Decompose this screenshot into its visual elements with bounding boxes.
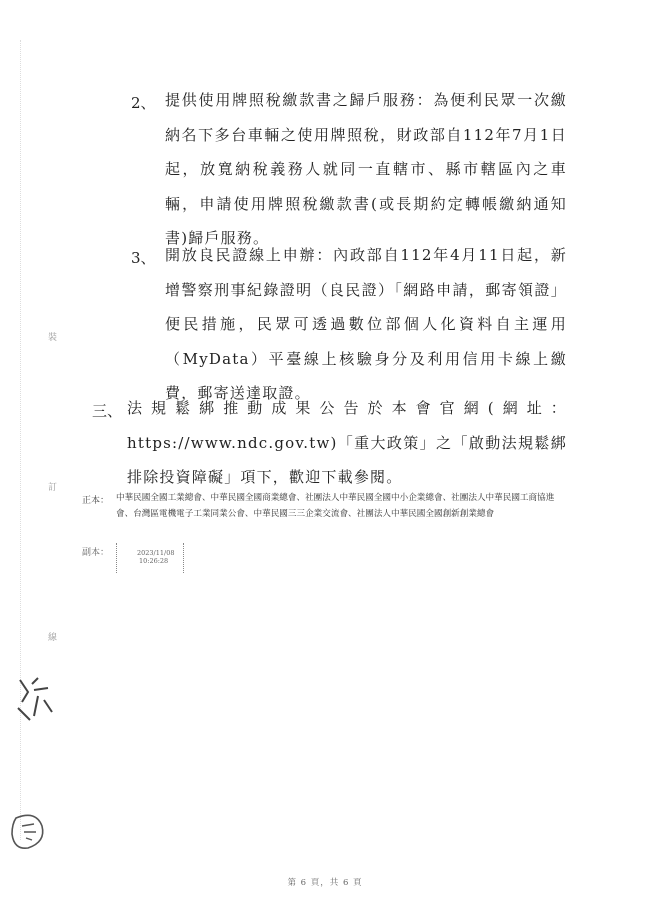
item-3-text: 開放良民證線上申辦：內政部自112年4月11日起，新增警察刑事紀錄證明（良民證）「網路申請，郵寄領證」便民措施，民眾可透過數位部個人化資料自主運用（MyData）平臺線上核驗身分及利用信用卡線上繳費，郵寄送達取證。	[165, 246, 567, 402]
section-3-number: 三、	[92, 402, 123, 420]
section-3-text: 法規鬆綁推動成果公告於本會官網(網址：https://www.ndc.gov.tw)「重大政策」之「啟動法規鬆綁排除投資障礙」項下，歡迎下載參閱。	[127, 399, 567, 486]
copy-label: 副本：	[82, 548, 110, 558]
item-2-number: 2、	[131, 94, 156, 112]
margin-mark-3: 線	[48, 633, 58, 643]
distribution-text: 中華民國全國工業總會、中華民國全國商業總會、社團法人中華民國全國中小企業總會、社團法人中華民國工商協進會、台灣區電機電子工業同業公會、中華民國三三企業交流會、社團法人中華民國全國創新創業總會	[116, 493, 555, 519]
distribution-label: 正本：	[82, 496, 110, 506]
margin-stamp-mark	[8, 672, 58, 728]
margin-mark-2: 訂	[48, 483, 58, 493]
receipt-stamp	[116, 543, 184, 573]
page-footer: 第 6 頁，共 6 頁	[287, 878, 363, 888]
stamp-date: 2023/11/08	[137, 549, 175, 557]
margin-mark-1: 裝	[48, 333, 58, 343]
stamp-time: 10:26:28	[139, 557, 169, 565]
margin-seal-mark	[6, 808, 50, 856]
item-3-number: 3、	[131, 249, 156, 267]
item-2-text: 提供使用牌照稅繳款書之歸戶服務：為便利民眾一次繳納名下多台車輛之使用牌照稅，財政部自112年7月1日起，放寬納稅義務人就同一直轄市、縣市轄區內之車輛，申請使用牌照稅繳款書(或長期約定轉帳繳納通知書)歸戶服務。	[165, 91, 567, 247]
